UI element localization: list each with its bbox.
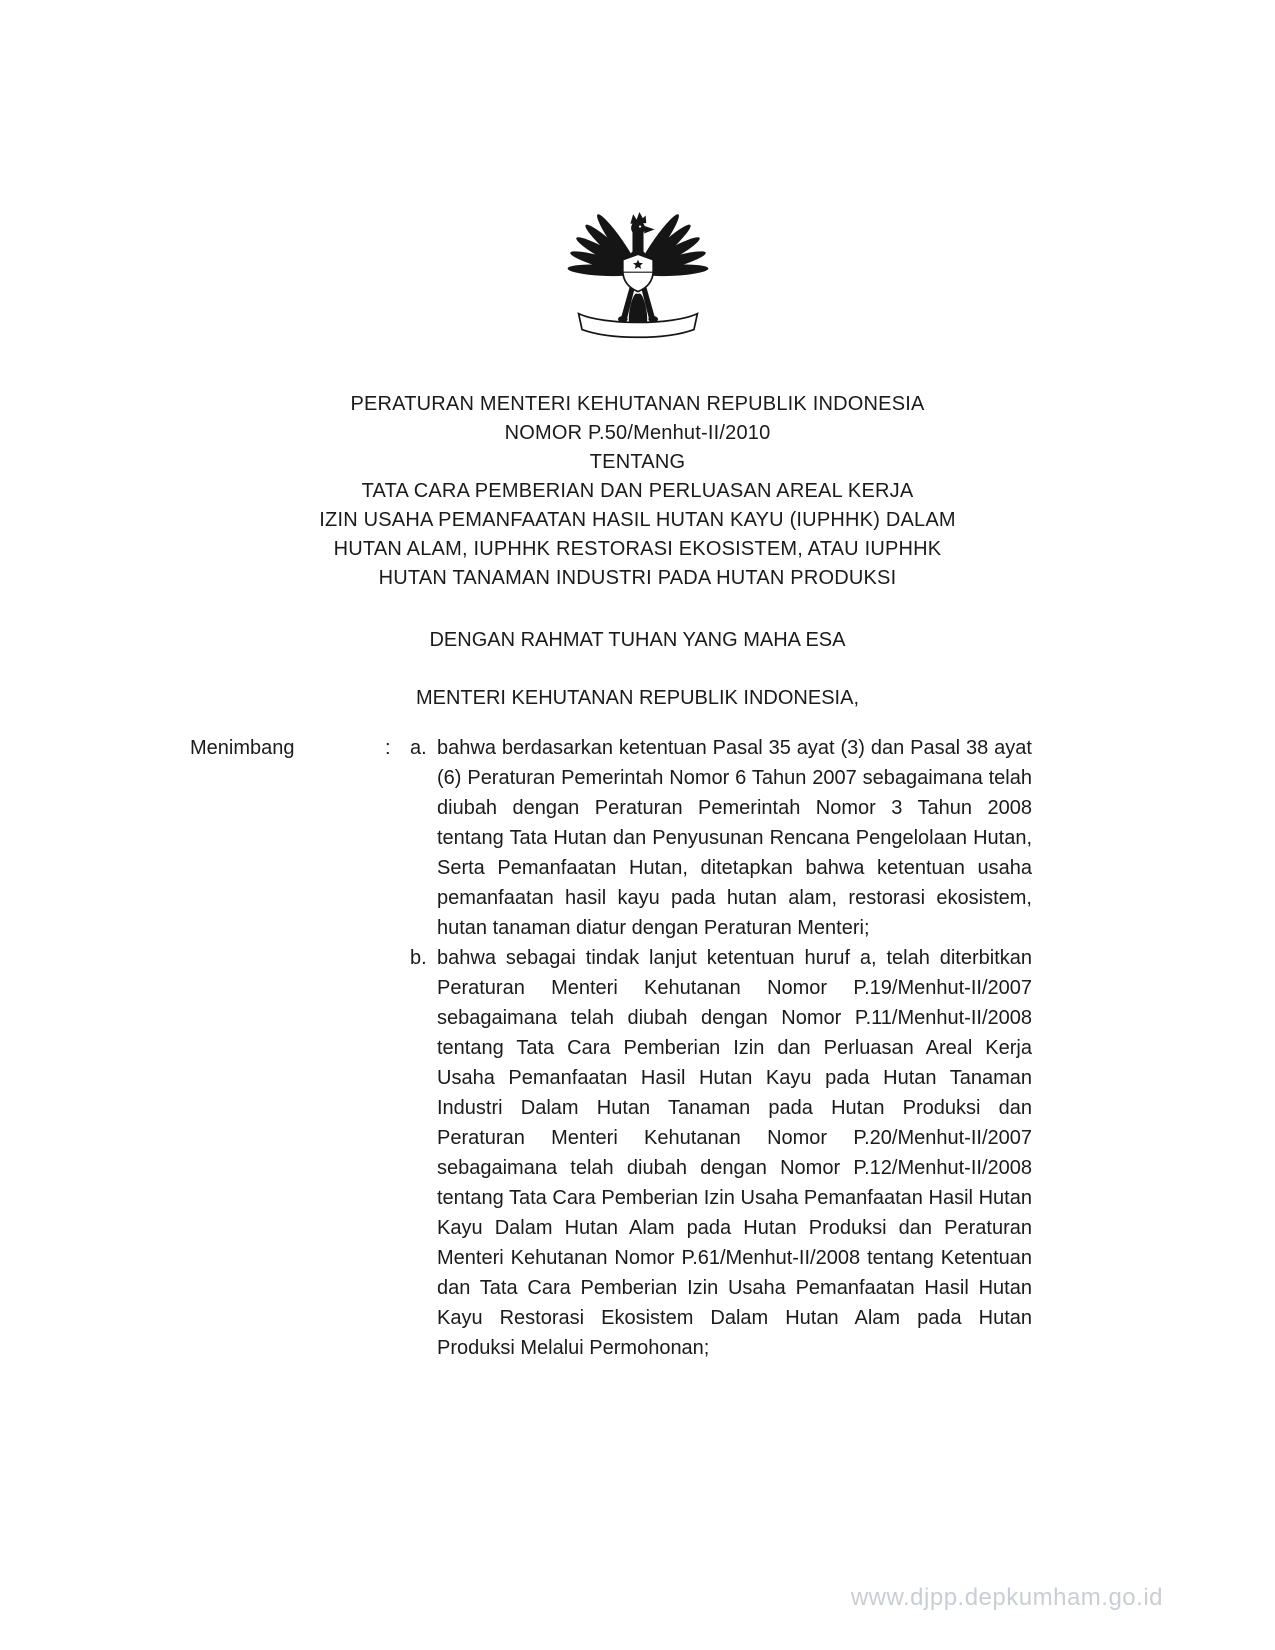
title-line-3: TENTANG <box>589 451 686 473</box>
item-text: bahwa berdasarkan ketentuan Pasal 35 ayat (3) dan Pasal 38 ayat (6) Peraturan Pemerintah Nomor 6 Tahun 2007 sebagaimana telah diubah dengan Peraturan Pemerintah Nomor 3 Tahun 2008 tentang Tata Hutan dan Penyusunan Rencana Pengelolaan Hutan, Serta Pemanfaatan Hutan, ditetapkan bahwa ketentuan usaha pemanfaatan hasil kayu pada hutan alam, restorasi ekosistem, hutan tanaman diatur dengan Peraturan Menteri; <box>437 737 1032 939</box>
considering-section <box>190 733 1032 1363</box>
watermark: www.djpp.depkumham.go.id <box>850 1584 1163 1611</box>
considering-label: Menimbang <box>190 737 295 759</box>
document-title <box>0 390 1275 593</box>
item-marker: b. <box>410 947 427 969</box>
title-line-6: HUTAN ALAM, IUPHHK RESTORASI EKOSISTEM, ATAU IUPHHK <box>333 538 942 560</box>
considering-items <box>410 733 1032 1363</box>
authority-line: MENTERI KEHUTANAN REPUBLIK INDONESIA, <box>415 687 860 709</box>
garuda-pancasila-emblem <box>562 197 714 357</box>
item-marker: a. <box>410 737 427 759</box>
invocation-line: DENGAN RAHMAT TUHAN YANG MAHA ESA <box>429 629 846 651</box>
title-line-2: NOMOR P.50/Menhut-II/2010 <box>504 422 771 444</box>
title-line-1: PERATURAN MENTERI KEHUTANAN REPUBLIK INDONESIA <box>350 393 925 415</box>
title-line-5: IZIN USAHA PEMANFAATAN HASIL HUTAN KAYU (IUPHHK) DALAM <box>319 509 956 531</box>
emblem-container <box>0 0 1275 357</box>
item-text: bahwa sebagai tindak lanjut ketentuan huruf a, telah diterbitkan Peraturan Menteri Kehutanan Nomor P.19/Menhut-II/2007 sebagaimana telah diubah dengan Nomor P.11/Menhut-II/2008 tentang Tata Cara Pemberian Izin dan Perluasan Areal Kerja Usaha Pemanfaatan Hasil Hutan Kayu pada Hutan Tanaman Industri Dalam Hutan Tanaman pada Hutan Produksi dan Peraturan Menteri Kehutanan Nomor P.20/Menhut-II/2007 sebagaimana telah diubah dengan Nomor P.12/Menhut-II/2008 tentang Tata Cara Pemberian Izin Usaha Pemanfaatan Hasil Hutan Kayu Dalam Hutan Alam pada Hutan Produksi dan Peraturan Menteri Kehutanan Nomor P.61/Menhut-II/2008 tentang Ketentuan dan Tata Cara Pemberian Izin Usaha Pemanfaatan Hasil Hutan Kayu Restorasi Ekosistem Dalam Hutan Alam pada Hutan Produksi Melalui Permohonan; <box>437 947 1032 1359</box>
considering-separator: : <box>385 737 391 759</box>
title-line-7: HUTAN TANAMAN INDUSTRI PADA HUTAN PRODUKSI <box>378 567 897 589</box>
considering-item-a <box>410 733 1032 943</box>
considering-item-b <box>410 943 1032 1363</box>
title-line-4: TATA CARA PEMBERIAN DAN PERLUASAN AREAL KERJA <box>361 480 914 502</box>
